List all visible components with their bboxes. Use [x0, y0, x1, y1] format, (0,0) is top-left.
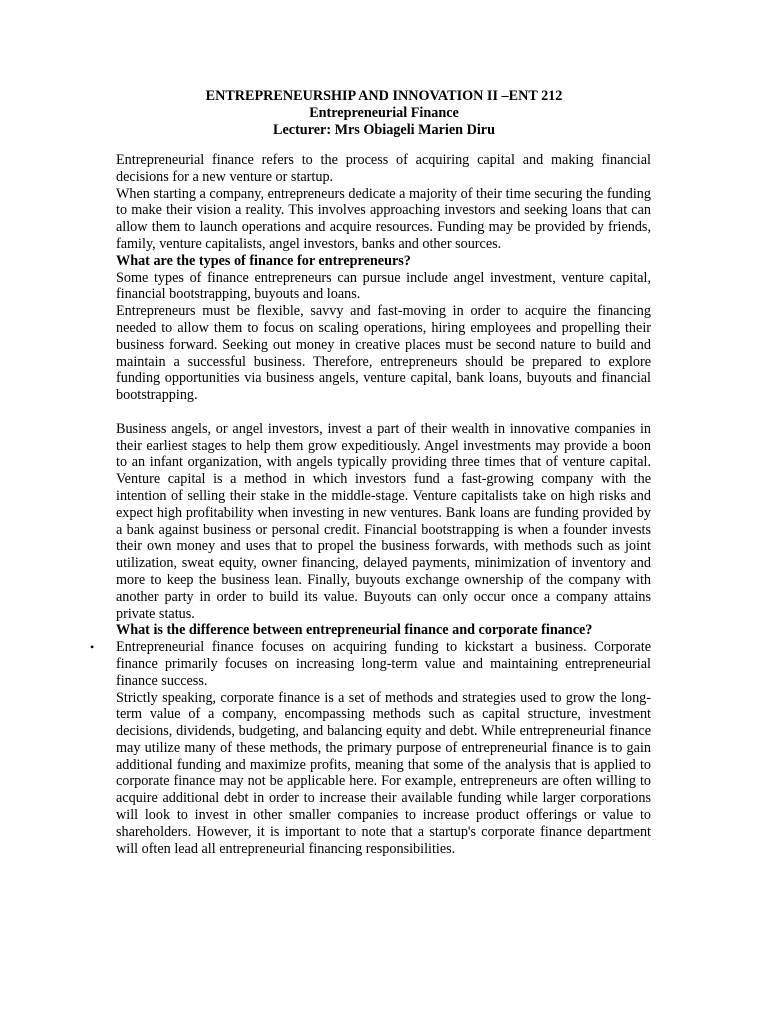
course-title: ENTREPRENEURSHIP AND INNOVATION II –ENT 212 — [205, 88, 563, 104]
document-header — [0, 88, 768, 138]
question-difference: What is the difference between entrepreneurial finance and corporate finance? — [116, 622, 593, 639]
paragraph-business-angels: Business angels, or angel investors, invest a part of their wealth in innovative companies in their earliest stages to help them grow expeditiously. Angel investments may provide a boon to an infant organization, with angels typically providing three times that of venture capital. Venture capital is a method in which investors fund a fast-growing company with the intention of selling their stake in the middle-stage. Venture capitalists take on high risks and expect high profitability when investing in new ventures. Bank loans are funding provided by a bank against business or personal credit. Financial bootstrapping is when a founder invests their own money and uses that to propel the business forwards, with methods such as joint utilization, sweat equity, owner financing, delayed payments, minimization of inventory and more to keep the business lean. Finally, buyouts exchange ownership of the company with another party in order to build its value. Buyouts can only occur once a company attains private status. — [116, 420, 651, 622]
bullet-item — [90, 639, 651, 689]
paragraph-gap — [116, 404, 651, 421]
paragraph-definition: Entrepreneurial finance refers to the process of acquiring capital and making financial decisions for a new venture or startup. — [116, 152, 651, 185]
paragraph-corporate-finance: Strictly speaking, corporate finance is a set of methods and strategies used to grow the long-term value of a company, encompassing methods such as capital structure, investment decisions, dividends, budgeting, and balancing equity and debt. While entrepreneurial finance may utilize many of these methods, the primary purpose of entrepreneurial finance is to gain additional funding and maximize profits, meaning that some of the analysis that is applied to corporate finance may not be applicable here. For example, entrepreneurs are often willing to acquire additional debt in order to increase their available funding while larger corporations will look to invest in other smaller companies to increase product offerings or value to shareholders. However, it is important to note that a startup's corporate finance department will often lead all entrepreneurial financing responsibilities. — [116, 689, 651, 857]
lecturer-line: Lecturer: Mrs Obiageli Marien Diru — [273, 121, 495, 138]
paragraph-starting-company: When starting a company, entrepreneurs dedicate a majority of their time securing the funding to make their vision a reality. This involves approaching investors and seeking loans that can allow them to launch operations and acquire resources. Funding may be provided by friends, family, venture capitalists, angel investors, banks and other sources. — [116, 185, 651, 252]
paragraph-focus-difference: Entrepreneurial finance focuses on acquiring funding to kickstart a business. Corporate finance primarily focuses on increasing long-term value and maintaining entrepreneurial finance success. — [116, 639, 651, 689]
question-types-of-finance: What are the types of finance for entrepreneurs? — [116, 252, 411, 269]
bullet-icon: • — [90, 640, 95, 655]
paragraph-flexible-entrepreneurs: Entrepreneurs must be flexible, savvy and fast-moving in order to acquire the financing needed to allow them to focus on scaling operations, hiring employees and propelling their business forward. Seeking out money in creative places must be second nature to build and maintain a successful business. Therefore, entrepreneurs should be prepared to explore funding opportunities via business angels, venture capital, bank loans, buyouts and financial bootstrapping. — [116, 303, 651, 404]
document-body — [90, 152, 651, 857]
paragraph-types-list: Some types of finance entrepreneurs can pursue include angel investment, venture capital, financial bootstrapping, buyouts and loans. — [116, 269, 651, 303]
topic-title: Entrepreneurial Finance — [309, 104, 459, 121]
